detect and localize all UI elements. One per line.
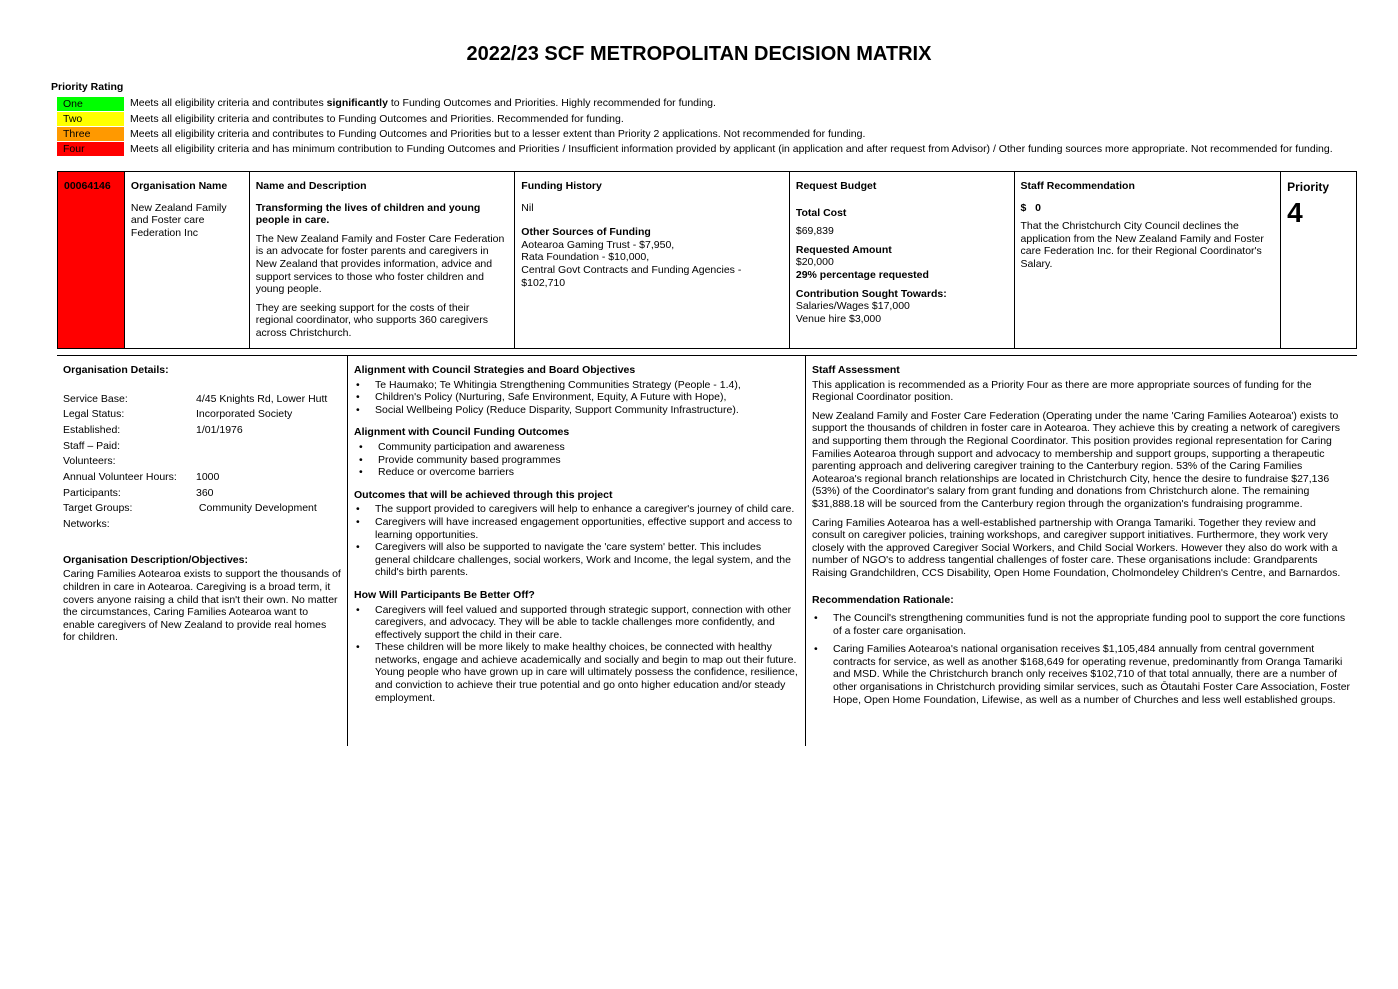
list-item: • Caregivers will feel valued and supported through strategic support, connection with other caregivers, and advocacy. They will be able to tackle challenges more confidently, and effectively support the child in their care. (354, 604, 799, 642)
funding-outcomes-heading: Alignment with Council Funding Outcomes (354, 426, 570, 439)
project-request: They are seeking support for the costs of their regional coordinator, who supports 360 caregivers across Christchurch. (255, 301, 489, 339)
funding-history-value: Nil (521, 201, 534, 214)
staff-recommendation-text: That the Christchurch City Council declines the application from the New Zealand Family and Foster care Federation Inc. for their Regional Coordinator's Salary. (1020, 220, 1264, 270)
org-name-heading: Organisation Name (130, 180, 228, 192)
org-description: Caring Families Aotearoa exists to support the thousands of children in care in Aotearoa. Caregiving is a broad term, it covers anyone raising a child that isn't their own. No matter the circumstances, Caring Families Aotearoa want to enable caregivers of New Zealand to provide real homes for children. (63, 568, 341, 644)
org-name-cell (125, 172, 250, 348)
list-item: • Social Wellbeing Policy (Reduce Disparity, Support Community Infrastructure). (354, 404, 799, 417)
list-item: • Caregivers will also be supported to navigate the 'care system' better. This includes general childcare challenges, social workers, Work and Income, the legal system, and the child's birth parents. (354, 541, 799, 579)
legend-text-three: Meets all eligibility criteria and contributes to Funding Outcomes and Priorities but to a lesser extent than Priority 2 applications. Not recommended for funding. (130, 127, 866, 140)
list-item: • Reduce or overcome barriers (357, 466, 799, 479)
project-outcomes-list (354, 503, 799, 579)
list-item: • Children's Policy (Nurturing, Safe Environment, Equity, A Future with Hope), (354, 391, 799, 404)
project-outcomes-heading: Outcomes that will be achieved through this project (354, 488, 613, 501)
funding-history-heading: Funding History (521, 180, 602, 192)
participants-list (354, 604, 799, 705)
legend-text-four: Meets all eligibility criteria and has minimum contribution to Funding Outcomes and Priorities / Insufficient information provided by applicant (in application and after request from Advisor) / Other funding sources more appropriate. Not recommended for funding. (130, 143, 1333, 156)
alignment-column (348, 356, 806, 746)
detail-row-volunteers: Volunteers: (63, 455, 116, 468)
priority-legend (57, 96, 1333, 157)
requested-amount-label: Requested Amount (795, 243, 892, 256)
total-cost-value: $69,839 (795, 225, 834, 238)
other-source: Rata Foundation - $10,000, (521, 251, 650, 264)
summary-table (57, 171, 1357, 349)
strategies-heading: Alignment with Council Strategies and Board Objectives (354, 364, 636, 376)
project-description: The New Zealand Family and Foster Care Federation is an advocate for foster parents and caregivers in New Zealand that provides information, advice and support services to those who foster children and young people. (255, 232, 505, 296)
staff-assessment-heading: Staff Assessment (812, 364, 900, 376)
other-sources-heading: Other Sources of Funding (521, 226, 651, 239)
detail-row-volunteer-hours: Annual Volunteer Hours: 1000 (63, 471, 220, 484)
request-budget-heading: Request Budget (795, 180, 877, 192)
rationale-list (812, 612, 1351, 706)
detail-row-networks: Networks: (63, 518, 110, 531)
assessment-paragraph: This application is recommended as a Priority Four as there are more appropriate sources of funding for the Regional Coordinator position. (812, 378, 1312, 404)
legend-text-one: Meets all eligibility criteria and contributes significantly to Funding Outcomes and Priorities. Highly recommended for funding. (130, 97, 716, 110)
contribution-item: Venue hire $3,000 (795, 312, 882, 325)
funding-outcomes-list (354, 441, 799, 479)
name-description-heading: Name and Description (255, 180, 367, 192)
total-cost-label: Total Cost (795, 206, 847, 219)
org-details-heading: Organisation Details: (63, 364, 169, 376)
priority-rating-heading: Priority Rating (51, 81, 124, 93)
assessment-paragraph: Caring Families Aotearoa has a well-established partnership with Oranga Tamariki. Together they review and consult on caregiver policies, training workshops, and caregiver support initiatives. Furthermore, they work very closely with the approved Caregiver Social Workers, and Child Social Workers. However they also do work with a number of NGO's to address tangential challenges of foster care. These organisations include: Grandparents Raising Grandchildren, CCS Disability, Open Home Foundation, Cholmondeley Children's Centre, and Barnardos. (812, 516, 1341, 579)
priority-heading: Priority (1287, 180, 1330, 194)
page-title: 2022/23 SCF METROPOLITAN DECISION MATRIX (466, 43, 932, 65)
priority-value: 4 (1287, 197, 1303, 229)
legend-swatch-two: Two (57, 112, 124, 126)
assessment-paragraph: New Zealand Family and Foster Care Federation (Operating under the name 'Caring Families Aotearoa') exists to support the thousands of children in foster care in Aotearoa. They achieve this by creating a network of caregivers and supporting them through the Regional Coordinator. This position provides regional representation for Caring Families Aotearoa through support and advocacy to membership and support groups, supporting a therapeutic parenting approach and delivering caregiver training to the Canterbury region. 53% of the Caring Families Aotearoa's regional branch relationships are located in Christchurch City, hence the desire to fundraise $27,136 (53%) of the Coordinator's salary from grant funding and donations from Christchurch alone. The remaining $31,888.18 will be sourced from the Canterbury region through the organization's fundraising programme. (812, 409, 1341, 510)
detail-row-service-base: Service Base: 4/45 Knights Rd, Lower Hutt (63, 392, 328, 405)
details-section (57, 355, 1357, 746)
legend-text-two: Meets all eligibility criteria and contributes to Funding Outcomes and Priorities. Recommended for funding. (130, 112, 624, 125)
other-source: Central Govt Contracts and Funding Agencies - $102,710 (521, 263, 742, 289)
list-item: • Caregivers will have increased engagement opportunities, effective support and access to learning opportunities. (354, 516, 799, 541)
contribution-label: Contribution Sought Towards: (795, 287, 947, 300)
requested-amount-value: $20,000 (795, 256, 834, 269)
list-item: • The Council's strengthening communities fund is not the appropriate funding pool to support the core functions of a foster care organisation. (812, 612, 1351, 637)
list-item: • Community participation and awareness (357, 441, 799, 454)
organisation-details-column (57, 356, 348, 746)
rationale-heading: Recommendation Rationale: (812, 593, 954, 606)
legend-row-two (57, 111, 1333, 126)
application-id: 00064146 (58, 172, 125, 348)
requested-percentage: 29% percentage requested (795, 268, 929, 281)
org-name: New Zealand Family and Foster care Federation Inc (130, 201, 227, 239)
detail-row-participants: Participants: 360 (63, 486, 214, 499)
contribution-item: Salaries/Wages $17,000 (795, 300, 910, 313)
legend-row-three (57, 127, 1333, 142)
request-budget-cell (790, 172, 1015, 348)
legend-row-four (57, 142, 1333, 157)
list-item: • These children will be more likely to make healthy choices, be connected with healthy networks, engage and achieve academically and socially and begin to map out their future. Young people who have grown up in care will ultimately possess the confidence, resilience, and conviction to achieve their true potential and go onto higher education and/or steady employment. (354, 641, 799, 704)
project-title: Transforming the lives of children and young people in care. (255, 201, 481, 227)
list-item: • The support provided to caregivers will help to enhance a caregiver's journey of child care. (354, 503, 799, 516)
detail-row-target-groups: Target Groups: Community Development (63, 502, 317, 515)
list-item: • Provide community based programmes (357, 454, 799, 467)
list-item: • Te Haumako; Te Whitingia Strengthening Communities Strategy (People - 1.4), (354, 379, 799, 392)
list-item: • Caring Families Aotearoa's national organisation receives $1,105,484 annually from central government contracts for service, as well as another $168,649 for operating revenue, predominantly from Oranga Tamariki and MSD. While the Christchurch branch only receives $102,710 of that total annually, there are a number of other organisations in Christchurch providing similar services, such as Ōtautahi Foster Care Association, Foster Hope, Open Home Foundation, Lifewise, as well as a number of Churches and less well established groups. (812, 643, 1351, 706)
priority-cell (1281, 172, 1356, 348)
staff-recommendation-heading: Staff Recommendation (1020, 180, 1135, 192)
legend-row-one (57, 96, 1333, 111)
org-description-heading: Organisation Description/Objectives: (63, 553, 248, 566)
strategies-list (354, 379, 799, 417)
detail-row-legal-status: Legal Status: Incorporated Society (63, 408, 293, 421)
staff-assessment-column (806, 356, 1357, 746)
name-description-cell (250, 172, 516, 348)
staff-recommendation-amount: $ 0 (1020, 201, 1041, 214)
legend-swatch-one: One (57, 97, 124, 111)
other-source: Aotearoa Gaming Trust - $7,950, (521, 238, 675, 251)
detail-row-staff-paid: Staff – Paid: (63, 439, 121, 452)
legend-swatch-three: Three (57, 127, 124, 141)
participants-heading: How Will Participants Be Better Off? (354, 588, 535, 601)
funding-history-cell (515, 172, 790, 348)
detail-row-established: Established: 1/01/1976 (63, 423, 243, 436)
legend-swatch-four: Four (57, 142, 124, 156)
staff-recommendation-cell (1015, 172, 1282, 348)
